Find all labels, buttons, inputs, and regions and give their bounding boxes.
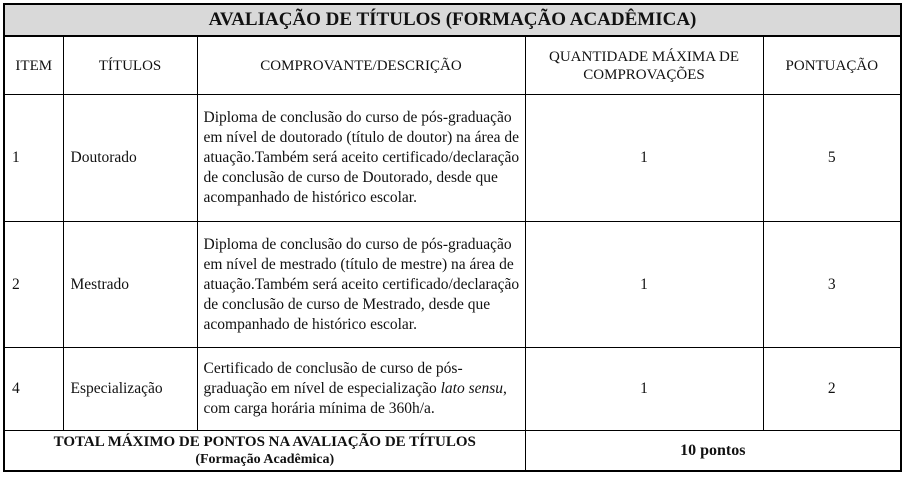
header-item: ITEM (4, 36, 63, 95)
header-row (4, 36, 901, 95)
descricao-italic-text: lato sensu (440, 380, 504, 397)
total-label: TOTAL MÁXIMO DE PONTOS NA AVALIAÇÃO DE TÍTULOS (53, 433, 476, 450)
descricao-text: Certificado de conclusão de curso de pós-graduação em nível de especialização (203, 360, 463, 397)
header-pontuacao: PONTUAÇÃO (763, 36, 901, 95)
row-descricao: Diploma de conclusão do curso de pós-graduação em nível de mestrado (título de mestre) na área de atuação.Também será aceito certificado/declaração de conclusão de curso de Mestrado, desde que acompanhado de histórico escolar. (197, 222, 525, 348)
table-row (4, 95, 901, 222)
descricao-text: , com carga horária mínima de 360h/a. (203, 380, 507, 417)
row-pontuacao: 3 (763, 222, 901, 348)
row-item: 1 (4, 95, 63, 222)
titles-evaluation-table (3, 3, 902, 472)
row-descricao (197, 348, 525, 431)
header-comprovante: COMPROVANTE/DESCRIÇÃO (197, 36, 525, 95)
row-pontuacao: 5 (763, 95, 901, 222)
title-row (4, 4, 901, 36)
row-quantidade: 1 (525, 222, 763, 348)
header-titulos: TÍTULOS (63, 36, 197, 95)
row-titulo: Mestrado (63, 222, 197, 348)
row-item: 2 (4, 222, 63, 348)
header-quantidade: QUANTIDADE MÁXIMA DE COMPROVAÇÕES (525, 36, 763, 95)
row-quantidade: 1 (525, 95, 763, 222)
table-row (4, 348, 901, 431)
table-title: AVALIAÇÃO DE TÍTULOS (FORMAÇÃO ACADÊMICA) (4, 4, 901, 36)
table-row (4, 222, 901, 348)
row-titulo: Especialização (63, 348, 197, 431)
row-descricao: Diploma de conclusão do curso de pós-graduação em nível de doutorado (título de doutor) na área de atuação.Também será aceito certificado/declaração de conclusão de curso de Doutorado, desde que acompanhado de histórico escolar. (197, 95, 525, 222)
row-item: 4 (4, 348, 63, 431)
total-value: 10 pontos (525, 431, 901, 472)
total-label-cell (4, 431, 525, 472)
row-quantidade: 1 (525, 348, 763, 431)
total-row (4, 431, 901, 472)
row-titulo: Doutorado (63, 95, 197, 222)
total-sublabel: (Formação Acadêmica) (195, 451, 335, 467)
row-pontuacao: 2 (763, 348, 901, 431)
